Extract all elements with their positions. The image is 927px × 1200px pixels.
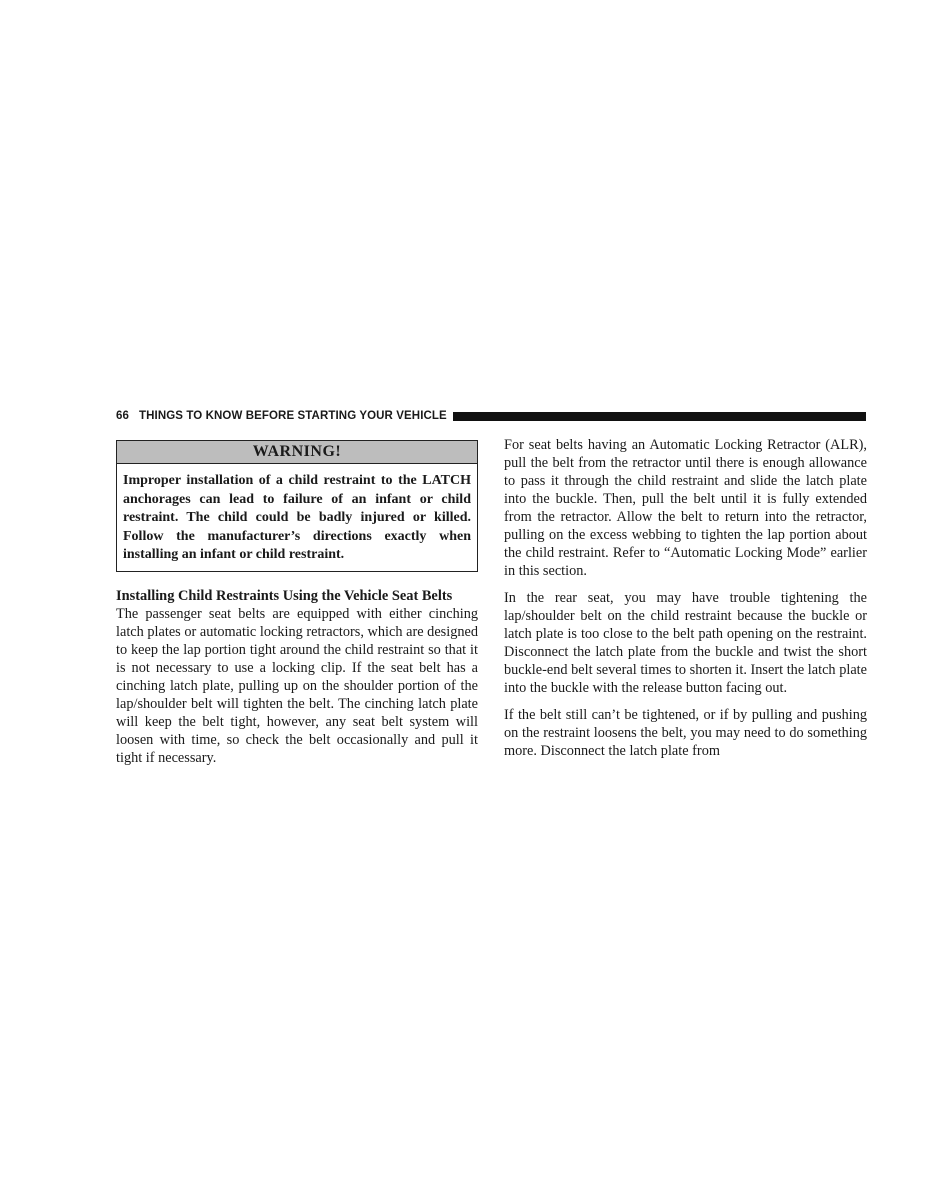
body-paragraph: In the rear seat, you may have trouble tightening the lap/shoulder belt on the child restraint because the buckle or latch plate is too close to the belt path opening on the restraint. Disconnect the latch plate from the buckle and twist the short buckle-end belt several times to shorten it. Insert the latch plate into the buckle with the release button facing out. [504,590,867,696]
warning-title: WARNING! [117,441,477,464]
warning-text: Improper installation of a child restraint to the LATCH anchorages can lead to failure of an infant or child restraint. The child could be badly injured or killed. Follow the manufacturer’s directions exactly when installing an infant or child restraint. [123,473,471,562]
page-number: 66 [116,410,129,422]
header-rule [453,412,866,421]
left-column [116,440,478,767]
body-paragraph: The passenger seat belts are equipped with either cinching latch plates or automatic locking retractors, which are designed to keep the lap portion tight around the child restraint so that it is not necessary to use a locking clip. If the seat belt has a cinching latch plate, pulling up on the shoulder portion of the lap/shoulder belt will tighten the belt. The cinching latch plate will keep the belt tight, however, any seat belt system will loosen with time, so check the belt occasionally and pull it tight if necessary. [116,605,478,766]
page-header [116,408,866,424]
section-heading: Installing Child Restraints Using the Vehicle Seat Belts [116,587,453,604]
body-paragraph: For seat belts having an Automatic Locking Retractor (ALR), pull the belt from the retractor until there is enough allowance to pass it through the child restraint and slide the latch plate into the buckle. Then, pull the belt until it is fully extended from the retractor. Allow the belt to return into the retractor, pulling on the excess webbing to tighten the lap portion about the child restraint. Refer to “Automatic Locking Mode” earlier in this section. [504,437,867,579]
body-paragraph: If the belt still can’t be tightened, or if by pulling and pushing on the restraint loosens the belt, you may need to do something more. Disconnect the latch plate from [504,707,867,759]
right-column [504,436,867,760]
warning-box [116,440,478,572]
section-title: THINGS TO KNOW BEFORE STARTING YOUR VEHICLE [139,410,447,422]
